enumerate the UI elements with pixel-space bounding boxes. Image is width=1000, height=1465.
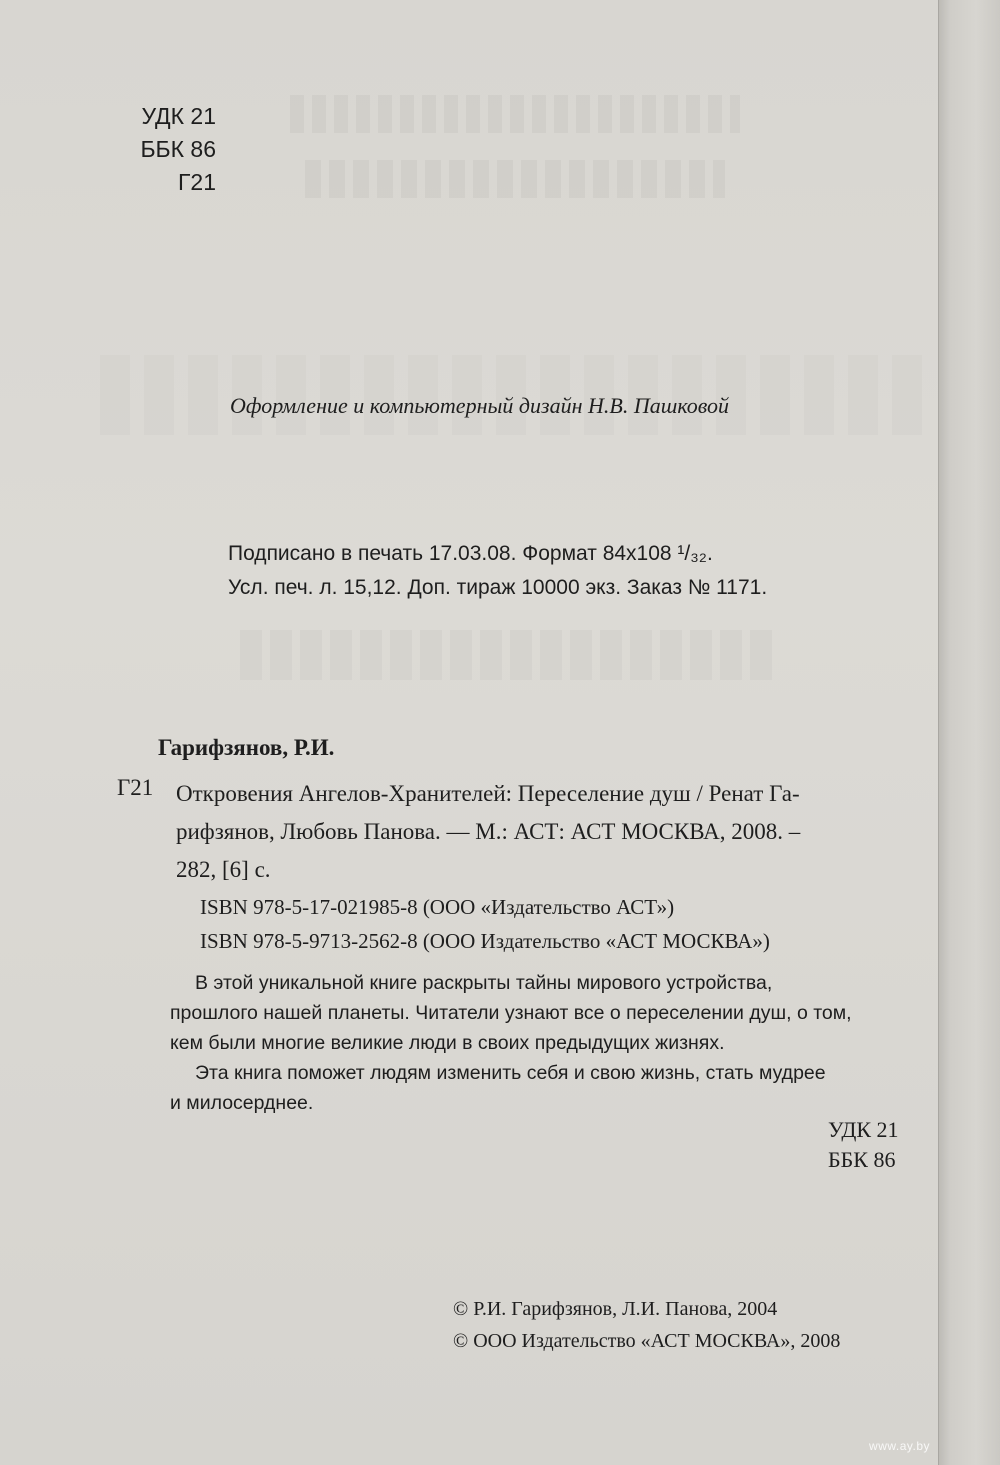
isbn-block [200,890,770,958]
annotation [170,968,935,1118]
imprint-line: Усл. печ. л. 15,12. Доп. тираж 10000 экз. Заказ № 1171. [228,576,768,599]
copyright-line: © ООО Издательство «АСТ МОСКВА», 2008 [453,1330,841,1352]
annotation-line: Эта книга поможет людям изменить себя и свою жизнь, стать мудрее [195,1062,826,1084]
isbn-line: ISBN 978-5-17-021985-8 (ООО «Издательство АСТ») [200,895,675,919]
bibliography-line: Откровения Ангелов-Хранителей: Переселение душ / Ренат Га- [176,781,800,806]
isbn-line: ISBN 978-5-9713-2562-8 (ООО Издательство «АСТ МОСКВА») [200,929,770,953]
design-credit: Оформление и компьютерный дизайн Н.В. Пашковой [230,393,730,418]
author-mark: Г21 [177,169,216,195]
site-watermark: www.ay.by [869,1439,930,1453]
bibliography-line: 282, [6] с. [176,857,271,882]
imprint-block [228,537,767,605]
show-through-text [305,160,725,198]
udk-code: УДК 21 [828,1117,899,1142]
classification-index-bottom [828,1115,899,1175]
show-through-text [290,95,740,133]
bibliography-line: рифзянов, Любовь Панова. — М.: АСТ: АСТ МОСКВА, 2008. – [176,819,801,844]
copyright-block [453,1293,840,1357]
imprint-line: Подписано в печать 17.03.08. Формат 84х108 ¹/₃₂. [228,542,713,565]
udk-code: УДК 21 [141,103,216,129]
annotation-line: кем были многие великие люди в своих предыдущих жизнях. [170,1032,725,1054]
copyright-line: © Р.И. Гарифзянов, Л.И. Панова, 2004 [453,1298,778,1320]
page-edge [938,0,1000,1465]
annotation-line: прошлого нашей планеты. Читатели узнают все о переселении душ, о том, [170,1002,852,1024]
show-through-text [240,630,780,680]
author-heading: Гарифзянов, Р.И. [158,735,335,760]
bbk-code: ББК 86 [828,1147,896,1172]
bbk-code: ББК 86 [140,136,216,162]
bibliography-class-mark: Г21 [117,775,154,800]
annotation-line: В этой уникальной книге раскрыты тайны мирового устройства, [195,972,773,994]
classification-index-top [120,100,216,199]
annotation-line: и милосерднее. [170,1092,314,1114]
bibliographic-record [176,775,938,889]
